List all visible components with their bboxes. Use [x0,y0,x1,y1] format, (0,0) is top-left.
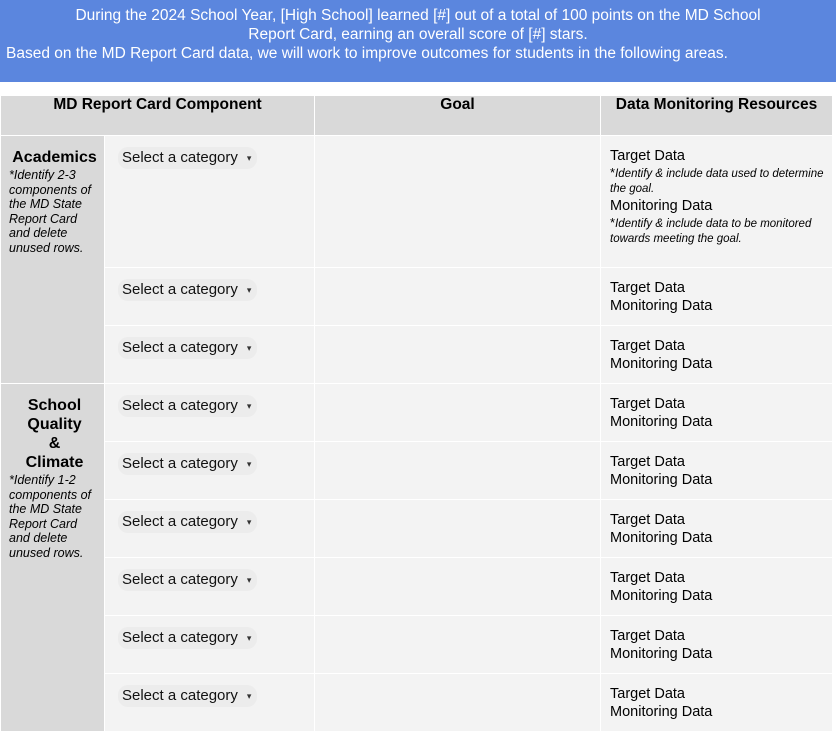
resources-cell [601,136,833,268]
category-dropdown[interactable] [118,147,257,169]
chevron-down-icon: ▾ [246,459,252,469]
category-dropdown[interactable] [118,337,257,359]
resources-cell [601,326,833,384]
target-data-label: Target Data [610,396,685,412]
table-row [1,500,833,558]
target-data-label: Target Data [610,686,685,702]
table-row [1,674,833,732]
dropdown-label: Select a category [122,339,238,356]
goal-cell[interactable] [315,500,601,558]
dropdown-label: Select a category [122,281,238,298]
section-school-quality-climate [1,384,105,732]
target-data-label: Target Data [610,454,685,470]
target-data-label: Target Data [610,280,685,296]
chevron-down-icon: ▾ [246,691,252,701]
resources-cell [601,616,833,674]
chevron-down-icon: ▾ [246,633,252,643]
monitoring-data-label: Monitoring Data [610,472,713,488]
target-data-label: Target Data [610,148,685,164]
category-dropdown[interactable] [118,453,257,475]
monitoring-data-label: Monitoring Data [610,704,713,720]
section-academics [1,136,105,384]
chevron-down-icon: ▾ [246,517,252,527]
goal-cell[interactable] [315,268,601,326]
table-row [1,268,833,326]
resources-cell [601,674,833,732]
target-data-label: Target Data [610,570,685,586]
monitoring-data-label: Monitoring Data [610,588,713,604]
category-dropdown[interactable] [118,627,257,649]
goal-cell[interactable] [315,136,601,268]
section-title: Academics [12,149,97,166]
dropdown-label: Select a category [122,687,238,704]
chevron-down-icon: ▾ [246,401,252,411]
category-dropdown[interactable] [118,569,257,591]
goal-cell[interactable] [315,326,601,384]
header-resources: Data Monitoring Resources [601,96,833,136]
monitoring-data-label: Monitoring Data [610,356,713,372]
chevron-down-icon: ▾ [246,575,252,585]
chevron-down-icon: ▾ [246,285,252,295]
category-dropdown[interactable] [118,685,257,707]
header-component: MD Report Card Component [1,96,315,136]
section-title: Climate [25,454,84,471]
table-row [1,136,833,268]
resources-cell [601,500,833,558]
header-banner [0,0,836,82]
dropdown-label: Select a category [122,571,238,588]
monitoring-data-label: Monitoring Data [610,298,713,314]
target-data-label: Target Data [610,338,685,354]
table-row [1,326,833,384]
goal-cell[interactable] [315,442,601,500]
dropdown-label: Select a category [122,149,238,166]
resources-cell [601,268,833,326]
table-row [1,558,833,616]
resources-cell [601,558,833,616]
monitoring-data-note: *Identify & include data to be monitored towards meeting the goal. [610,215,812,245]
goal-cell[interactable] [315,616,601,674]
banner-line-2: Report Card, earning an overall score of [#] stars. [248,26,588,43]
dropdown-label: Select a category [122,513,238,530]
category-dropdown[interactable] [118,395,257,417]
monitoring-data-label: Monitoring Data [610,646,713,662]
banner-line-3: Based on the MD Report Card data, we will work to improve outcomes for students in the following areas. [6,45,728,62]
section-note: *Identify 2-3 components of the MD State Report Card and delete unused rows. [9,168,91,255]
table-row [1,442,833,500]
header-goal: Goal [315,96,601,136]
monitoring-data-label: Monitoring Data [610,530,713,546]
goal-cell[interactable] [315,384,601,442]
section-title: School [27,397,82,414]
monitoring-data-label: Monitoring Data [610,198,713,214]
resources-cell [601,442,833,500]
banner-line-1: During the 2024 School Year, [High School] learned [#] out of a total of 100 points on the MD School [75,7,761,24]
chevron-down-icon: ▾ [246,343,252,353]
section-note: *Identify 1-2 components of the MD State Report Card and delete unused rows. [9,473,91,560]
goal-cell[interactable] [315,674,601,732]
section-title: Quality [27,416,82,433]
category-dropdown[interactable] [118,279,257,301]
chevron-down-icon: ▾ [246,153,252,163]
table-row [1,616,833,674]
dropdown-label: Select a category [122,629,238,646]
category-dropdown[interactable] [118,511,257,533]
report-card-table [0,95,833,732]
goal-cell[interactable] [315,558,601,616]
target-data-label: Target Data [610,512,685,528]
target-data-note: *Identify & include data used to determine the goal. [610,165,824,195]
section-title: & [48,435,61,452]
resources-cell [601,384,833,442]
monitoring-data-label: Monitoring Data [610,414,713,430]
table-row [1,384,833,442]
dropdown-label: Select a category [122,455,238,472]
dropdown-label: Select a category [122,397,238,414]
target-data-label: Target Data [610,628,685,644]
